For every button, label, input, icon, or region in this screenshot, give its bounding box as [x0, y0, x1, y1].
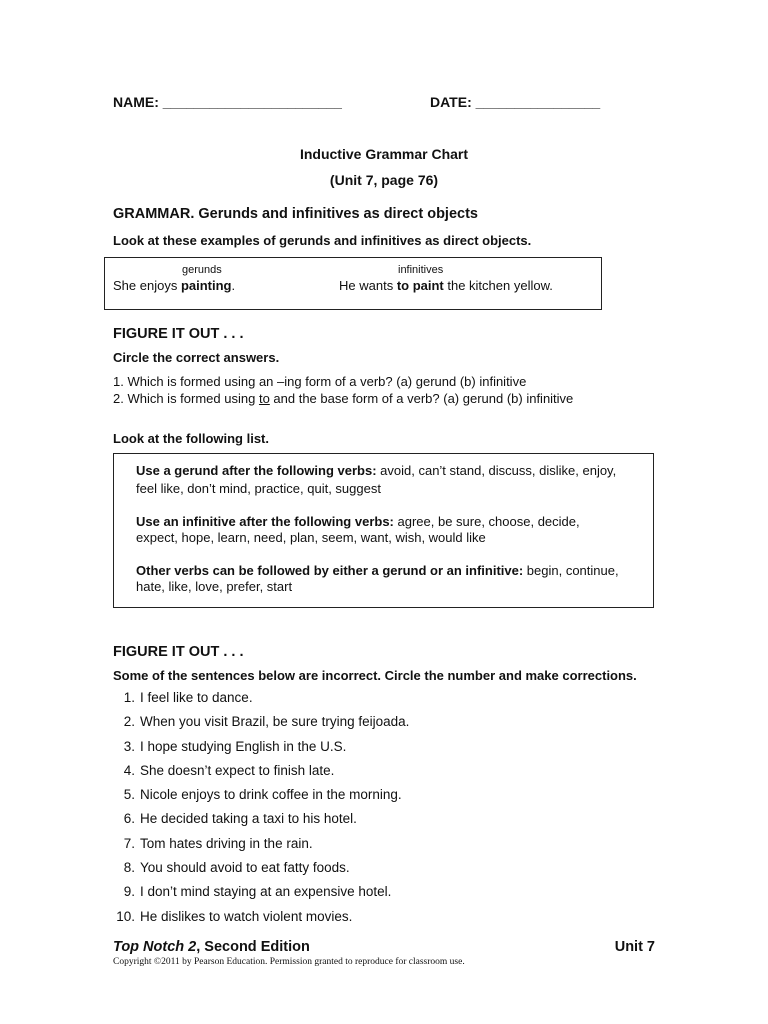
infinitive-example — [339, 278, 553, 293]
figure-it-out-heading-2: FIGURE IT OUT . . . — [113, 644, 244, 660]
list-item — [113, 763, 409, 787]
item-text: I feel like to dance. — [140, 690, 253, 705]
list-item — [113, 860, 409, 884]
gerund-example-pre: She enjoys — [113, 278, 181, 293]
list-item — [113, 884, 409, 908]
item-text: I hope studying English in the U.S. — [140, 738, 347, 754]
infinitive-rule-bold: Use an infinitive after the following verbs: — [136, 514, 394, 529]
either-rule-text: begin, continue, — [523, 563, 619, 578]
list-intro: Look at the following list. — [113, 431, 269, 446]
name-field-label: NAME: _______________________ — [113, 94, 342, 110]
question-1: 1. Which is formed using an –ing form of a verb? (a) gerund (b) infinitive — [113, 374, 527, 389]
gerund-rule-bold: Use a gerund after the following verbs: — [136, 463, 377, 478]
item-text: When you visit Brazil, be sure trying feijoada. — [140, 714, 410, 730]
book-edition: , Second Edition — [196, 939, 310, 955]
item-text: Tom hates driving in the rain. — [140, 835, 313, 851]
list-item — [113, 811, 409, 835]
list-item — [113, 739, 409, 763]
page-subtitle: (Unit 7, page 76) — [329, 172, 439, 188]
list-item — [113, 690, 409, 714]
gerund-rule-text: avoid, can’t stand, discuss, dislike, enjoy, — [376, 463, 617, 478]
item-number: 5. — [123, 787, 135, 803]
item-text: You should avoid to eat fatty foods. — [140, 860, 350, 876]
figure-it-out-heading-1: FIGURE IT OUT . . . — [113, 326, 244, 342]
grammar-instruction: Look at these examples of gerunds and infinitives as direct objects. — [113, 233, 532, 248]
infinitive-example-post: the kitchen yellow. — [443, 278, 553, 293]
infinitive-rule-text: agree, be sure, choose, decide, — [393, 514, 580, 529]
gerund-rule-cont: feel like, don’t mind, practice, quit, suggest — [136, 481, 381, 496]
list-item — [113, 909, 409, 933]
correction-list — [113, 690, 409, 933]
item-number: 8. — [123, 860, 135, 876]
item-number: 3. — [123, 738, 135, 754]
gerund-example-post: . — [231, 278, 236, 293]
figure1-instruction: Circle the correct answers. — [113, 350, 280, 365]
item-number: 4. — [123, 762, 135, 778]
item-text: She doesn’t expect to finish late. — [140, 762, 335, 778]
figure2-instruction: Some of the sentences below are incorrect. Circle the number and make corrections. — [113, 668, 637, 683]
question-2 — [113, 391, 573, 406]
either-rule-bold: Other verbs can be followed by either a gerund or an infinitive: — [136, 563, 524, 578]
item-number: 7. — [123, 835, 135, 851]
date-field-label: DATE: ________________ — [430, 94, 601, 110]
item-number: 6. — [123, 811, 135, 827]
either-rule — [136, 563, 619, 578]
infinitive-example-pre: He wants — [339, 278, 397, 293]
question-2-post: and the base form of a verb? (a) gerund (b) infinitive — [269, 391, 574, 406]
infinitive-rule — [136, 514, 580, 529]
item-number: 2. — [123, 714, 135, 730]
gerund-example-bold: painting — [180, 278, 232, 293]
either-rule-cont: hate, like, love, prefer, start — [136, 579, 293, 594]
item-text: Nicole enjoys to drink coffee in the morning. — [140, 787, 402, 803]
item-number: 10. — [116, 908, 135, 924]
list-item — [113, 787, 409, 811]
example-box — [104, 257, 602, 310]
verb-list-box — [113, 453, 654, 608]
book-title: Top Notch 2 — [113, 939, 197, 955]
list-item — [113, 714, 409, 738]
item-text: He decided taking a taxi to his hotel. — [140, 811, 357, 827]
copyright-notice: Copyright ©2011 by Pearson Education. Permission granted to reproduce for classroom use. — [113, 957, 465, 967]
gerund-rule — [136, 463, 616, 478]
item-number: 9. — [123, 884, 135, 900]
infinitive-caption: infinitives — [398, 264, 444, 276]
item-text: I don’t mind staying at an expensive hotel. — [140, 884, 392, 900]
footer-unit: Unit 7 — [614, 939, 655, 955]
question-2-underlined: to — [258, 391, 270, 406]
footer-book-title — [113, 939, 310, 955]
grammar-heading: GRAMMAR. Gerunds and infinitives as direct objects — [113, 206, 478, 222]
item-text: He dislikes to watch violent movies. — [140, 908, 353, 924]
infinitive-rule-cont: expect, hope, learn, need, plan, seem, want, wish, would like — [136, 530, 486, 545]
list-item — [113, 836, 409, 860]
gerund-example — [113, 278, 235, 293]
gerund-caption: gerunds — [182, 264, 222, 276]
page-title: Inductive Grammar Chart — [299, 146, 469, 162]
question-2-pre: 2. Which is formed using — [113, 391, 259, 406]
item-number: 1. — [123, 690, 135, 705]
infinitive-example-bold: to paint — [396, 278, 444, 293]
